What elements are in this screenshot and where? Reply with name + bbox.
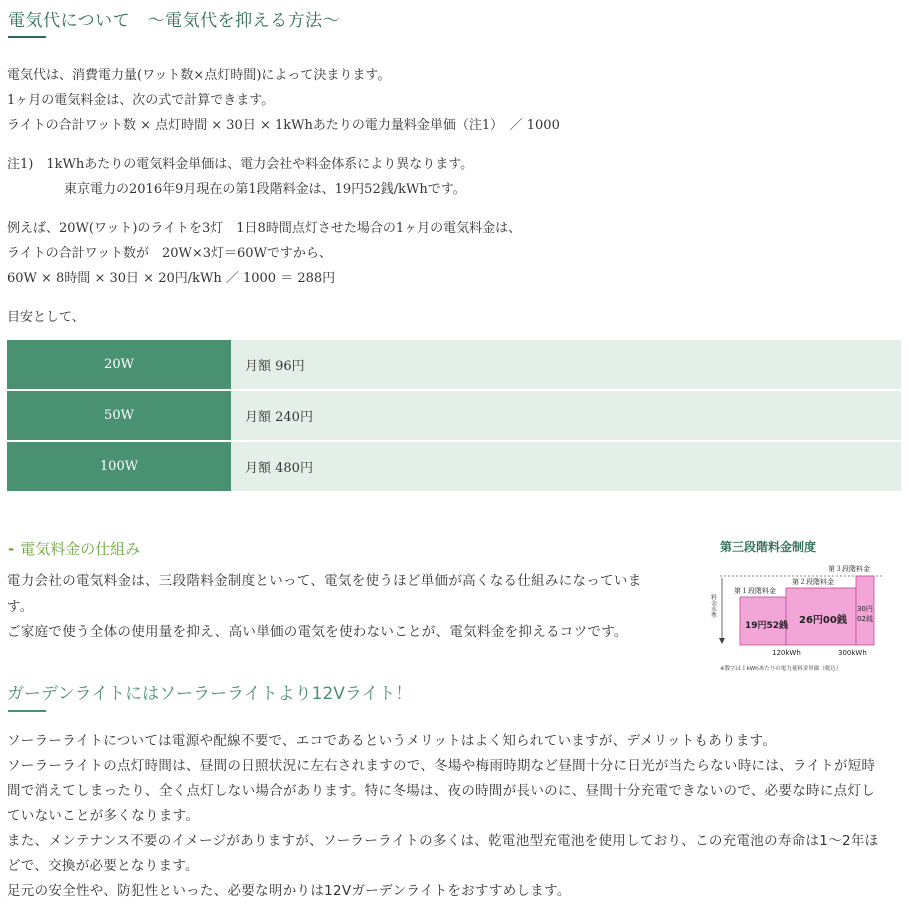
tier2-price: 26円00銭: [799, 615, 847, 626]
section-heading: [8, 538, 140, 559]
figure-footnote: ※数字は１kWhあたりの電力量料金単価（税込）: [720, 666, 842, 672]
tier-pricing-figure: [709, 534, 902, 684]
section-heading-text: 電気料金の仕組み: [20, 540, 141, 558]
fee-cell: 月額 480円: [231, 441, 901, 492]
tier1-price: 19円52銭: [745, 621, 789, 631]
paragraph-line: 足元の安全性や、防犯性といった、必要な明かりは12Vガーデンライトをおすすめします。: [7, 883, 571, 899]
note-line: 東京電力の2016年9月現在の第1段階料金は、19円52銭/kWhです。: [64, 182, 466, 197]
watt-cell: 100W: [7, 441, 231, 492]
axis-arrow: [719, 638, 725, 644]
tier2-label: 第２段階料金: [792, 578, 834, 586]
guide-label: 目安として、: [7, 310, 85, 325]
formula-line: ライトの合計ワット数 × 点灯時間 × 30日 × 1kWhあたりの電力量料金単価（注1） ／ 1000: [7, 118, 560, 133]
section-heading: ガーデンライトにはソーラーライトより12Vライト！: [7, 684, 413, 704]
table-row: [7, 390, 901, 441]
example-line: 例えば、20W(ワット)のライトを3灯 1日8時間点灯させた場合の1ヶ月の電気料金は、: [7, 221, 522, 236]
paragraph-line: す。: [7, 599, 34, 615]
paragraph-line: 電力会社の電気料金は、三段階料金制度といって、電気を使うほど単価が高くなる仕組みになっていま: [7, 573, 642, 589]
tier3-label: 第３段階料金: [828, 565, 870, 573]
x-label-300: 300kWh: [838, 649, 867, 657]
paragraph-line: どで、交換が必要となります。: [7, 858, 199, 874]
table-row: [7, 441, 901, 492]
note-line: 注1) 1kWhあたりの電気料金単価は、電力会社や料金体系により異なります。: [7, 157, 474, 172]
paragraph-line: ご家庭で使う全体の使用量を抑え、高い単価の電気を使わないことが、電気料金を抑えるコツです。: [7, 624, 628, 640]
tier3-price-a: 30円: [857, 605, 873, 613]
fee-cell: 月額 240円: [231, 390, 901, 441]
paragraph-line: また、メンテナンス不要のイメージがありますが、ソーラーライトの多くは、乾電池型充電池を使用しており、この充電池の寿命は1～2年ほ: [7, 833, 879, 849]
example-line: ライトの合計ワット数が 20W×3灯＝60Wですから、: [7, 246, 332, 261]
watt-cell: 20W: [7, 340, 231, 390]
figure-title: 第三段階料金制度: [720, 540, 817, 554]
paragraph-line: 間で消えてしまったり、全く点灯しない場合があります。特に冬場は、夜の時間が長いのに、昼間十分充電できないので、必要な時に点灯し: [7, 783, 876, 799]
fee-table: [7, 340, 901, 493]
heading-dash: -: [8, 540, 15, 558]
heading-underline: [8, 710, 46, 712]
paragraph-line: ていないことが多くなります。: [7, 808, 200, 824]
axis-label: 料金水準: [709, 594, 717, 618]
title-underline: [8, 36, 46, 38]
tier1-label: 第１段階料金: [734, 587, 776, 595]
paragraph-line: ソーラーライトの点灯時間は、昼間の日照状況に左右されますので、冬場や梅雨時期など昼間十分に日光が当たらない時には、ライトが短時: [7, 758, 876, 774]
intro-line: 電気代は、消費電力量(ワット数×点灯時間)によって決まります。: [7, 68, 391, 83]
tier3-price-b: 02銭: [857, 615, 873, 623]
table-row: [7, 340, 901, 390]
page-title: 電気代について ～電気代を抑える方法～: [8, 11, 341, 31]
fee-cell: 月額 96円: [231, 340, 901, 390]
intro-line: 1ヶ月の電気料金は、次の式で計算できます。: [7, 93, 275, 108]
watt-cell: 50W: [7, 390, 231, 441]
paragraph-line: ソーラーライトについては電源や配線不要で、エコであるというメリットはよく知られていますが、デメリットもあります。: [7, 733, 777, 749]
x-label-120: 120kWh: [772, 649, 801, 657]
example-line: 60W × 8時間 × 30日 × 20円/kWh ／ 1000 ＝ 288円: [7, 271, 336, 286]
